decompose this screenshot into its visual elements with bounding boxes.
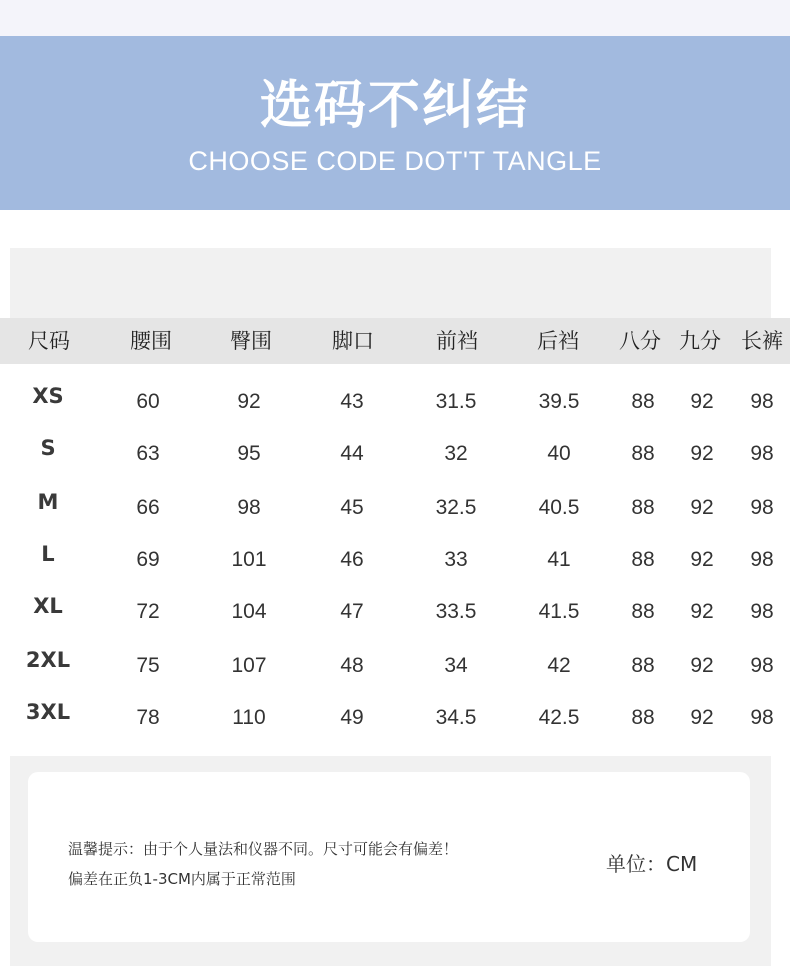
table-row [0, 430, 790, 470]
header-cell: 前裆 [436, 329, 478, 353]
size-label: 2XL [25, 648, 71, 672]
table-cell: 41 [547, 548, 571, 571]
table-cell: 78 [136, 706, 160, 729]
table-cell: 42 [547, 654, 571, 677]
table-cell: 88 [631, 496, 655, 519]
table-row [0, 484, 790, 524]
table-cell: 32.5 [435, 496, 477, 519]
table-row [0, 694, 790, 734]
table-cell: 101 [231, 548, 267, 571]
table-cell: 92 [690, 706, 714, 729]
note-panel [10, 756, 771, 966]
table-cell: 88 [631, 390, 655, 413]
note-line-1: 温馨提示：由于个人量法和仪器不同。尺寸可能会有偏差！ [68, 840, 459, 858]
table-cell: 42.5 [538, 706, 580, 729]
note-line-2: 偏差在正负1-3CM内属于正常范围 [68, 870, 296, 888]
table-cell: 72 [136, 600, 160, 623]
header-cell: 腰围 [130, 329, 172, 353]
size-label: XS [32, 384, 64, 408]
table-cell: 44 [340, 442, 364, 465]
table-cell: 60 [136, 390, 160, 413]
table-cell: 88 [631, 600, 655, 623]
table-cell: 92 [690, 442, 714, 465]
table-cell: 92 [690, 390, 714, 413]
table-cell: 39.5 [538, 390, 580, 413]
table-header-row [0, 318, 790, 364]
table-cell: 47 [340, 600, 364, 623]
table-cell: 32 [444, 442, 468, 465]
header-cell: 九分 [679, 329, 721, 353]
unit-label: 单位：CM [606, 852, 698, 876]
header-cell: 长裤 [741, 329, 783, 353]
table-row [0, 642, 790, 682]
size-label: 3XL [25, 700, 71, 724]
banner [0, 36, 790, 210]
table-cell: 88 [631, 442, 655, 465]
table-cell: 43 [340, 390, 364, 413]
size-label: S [40, 436, 56, 460]
table-cell: 46 [340, 548, 364, 571]
table-top-panel [10, 248, 771, 320]
table-cell: 33.5 [435, 600, 477, 623]
header-cell: 脚口 [332, 329, 374, 353]
note-card [28, 772, 750, 942]
table-cell: 88 [631, 654, 655, 677]
banner-subtitle: CHOOSE CODE DOT'T TANGLE [188, 146, 602, 176]
size-label: L [41, 542, 55, 566]
table-cell: 49 [340, 706, 364, 729]
table-cell: 41.5 [538, 600, 580, 623]
table-cell: 33 [444, 548, 468, 571]
table-cell: 98 [750, 496, 774, 519]
table-cell: 98 [750, 548, 774, 571]
table-cell: 34.5 [435, 706, 477, 729]
table-cell: 98 [750, 706, 774, 729]
table-cell: 75 [136, 654, 160, 677]
table-cell: 92 [690, 654, 714, 677]
table-cell: 69 [136, 548, 160, 571]
table-cell: 88 [631, 706, 655, 729]
table-cell: 98 [237, 496, 261, 519]
table-cell: 92 [237, 390, 261, 413]
table-cell: 98 [750, 654, 774, 677]
table-cell: 88 [631, 548, 655, 571]
table-cell: 110 [232, 706, 266, 729]
table-cell: 107 [231, 654, 267, 677]
table-row [0, 588, 790, 628]
table-cell: 31.5 [435, 390, 477, 413]
table-cell: 92 [690, 548, 714, 571]
table-cell: 92 [690, 496, 714, 519]
table-cell: 92 [690, 600, 714, 623]
table-cell: 40 [547, 442, 571, 465]
size-label: M [37, 490, 59, 514]
table-cell: 104 [231, 600, 267, 623]
table-cell: 48 [340, 654, 364, 677]
table-cell: 98 [750, 390, 774, 413]
header-cell: 尺码 [28, 329, 70, 353]
table-row [0, 378, 790, 418]
table-cell: 40.5 [538, 496, 580, 519]
table-cell: 95 [237, 442, 261, 465]
table-cell: 45 [340, 496, 364, 519]
header-cell: 后裆 [537, 329, 579, 353]
table-cell: 98 [750, 600, 774, 623]
table-cell: 63 [136, 442, 160, 465]
table-cell: 66 [136, 496, 160, 519]
size-label: XL [33, 594, 63, 618]
top-strip [0, 0, 790, 36]
banner-title: 选码不纠结 [259, 76, 530, 136]
table-cell: 98 [750, 442, 774, 465]
header-cell: 臀围 [230, 329, 272, 353]
table-row [0, 536, 790, 576]
header-cell: 八分 [619, 329, 661, 353]
table-cell: 34 [444, 654, 468, 677]
